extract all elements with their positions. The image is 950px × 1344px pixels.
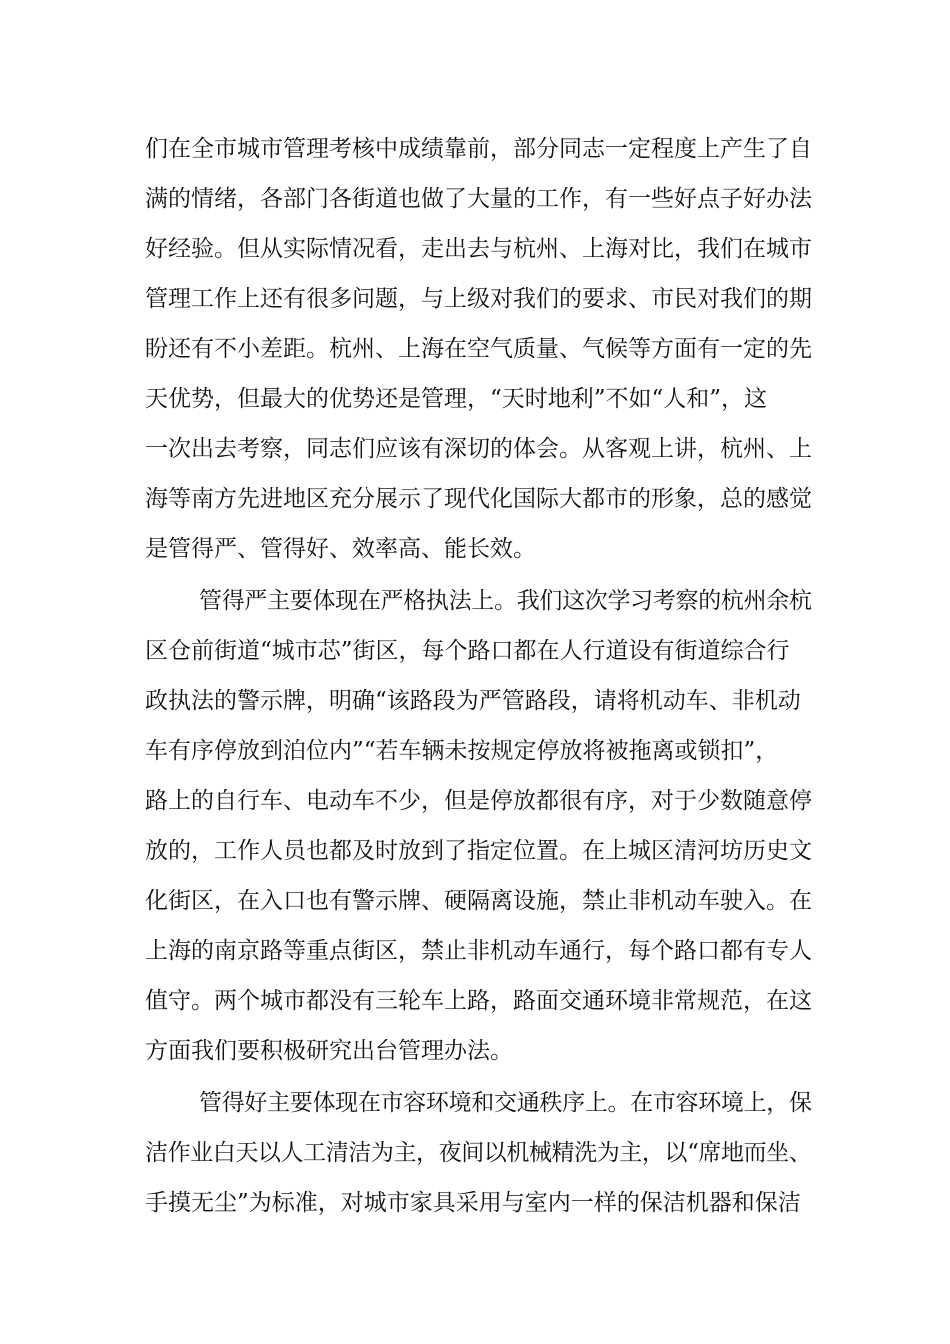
paragraph-line: 上海的南京路等重点街区，禁止非机动车通行，每个路口都有专人: [145, 938, 812, 964]
paragraph-line: 洁作业白天以人工清洁为主，夜间以机械精洗为主，以“席地而坐、: [145, 1140, 812, 1166]
paragraph-line: 政执法的警示牌，明确“该路段为严管路段，请将机动车、非机动: [145, 688, 801, 714]
paragraph-line: 盼还有不小差距。杭州、上海在空气质量、气候等方面有一定的先: [145, 336, 812, 362]
paragraph-line: 们在全市城市管理考核中成绩靠前，部分同志一定程度上产生了自: [145, 136, 812, 162]
paragraph-first-line: 管得好主要体现在市容环境和交通秩序上。在市容环境上，保: [199, 1090, 812, 1116]
paragraph-line: 满的情绪，各部门各街道也做了大量的工作，有一些好点子好办法: [145, 186, 812, 212]
paragraph-line: 管理工作上还有很多问题，与上级对我们的要求、市民对我们的期: [145, 286, 812, 312]
paragraph-line: 是管得严、管得好、效率高、能长效。: [145, 536, 536, 562]
paragraph-line: 路上的自行车、电动车不少，但是停放都很有序，对于少数随意停: [145, 788, 812, 814]
paragraph-line: 值守。两个城市都没有三轮车上路，路面交通环境非常规范，在这: [145, 988, 812, 1014]
paragraph-line: 方面我们要积极研究出台管理办法。: [145, 1038, 513, 1064]
paragraph-line: 好经验。但从实际情况看，走出去与杭州、上海对比，我们在城市: [145, 236, 812, 262]
paragraph-line: 车有序停放到泊位内”“若车辆未按规定停放将被拖离或锁扣”，: [145, 738, 779, 764]
paragraph-line: 手摸无尘”为标准，对城市家具采用与室内一样的保洁机器和保洁: [145, 1190, 801, 1216]
paragraph-line: 放的，工作人员也都及时放到了指定位置。在上城区清河坊历史文: [145, 838, 812, 864]
paragraph-line: 海等南方先进地区充分展示了现代化国际大都市的形象，总的感觉: [145, 486, 812, 512]
paragraph-line: 天优势，但最大的优势还是管理，“天时地利”不如“人和”，这: [145, 386, 768, 412]
paragraph-line: 区仓前街道“城市芯”街区，每个路口都在人行道设有街道综合行: [145, 638, 790, 664]
paragraph-line: 化街区，在入口也有警示牌、硬隔离设施，禁止非机动车驶入。在: [145, 888, 812, 914]
paragraph-line: 一次出去考察，同志们应该有深切的体会。从客观上讲，杭州、上: [145, 436, 812, 462]
paragraph-first-line: 管得严主要体现在严格执法上。我们这次学习考察的杭州余杭: [199, 588, 812, 614]
